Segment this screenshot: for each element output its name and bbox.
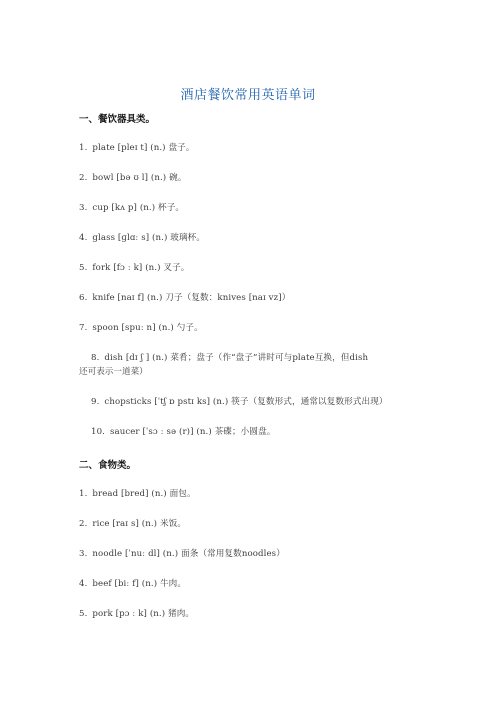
item-text: glass [ɡlɑː s] (n.) 玻璃杯。 <box>92 233 206 243</box>
item-number: 2. <box>79 173 88 183</box>
item-continuation: 还可表示一道菜） <box>79 367 148 377</box>
item-text: dish [dɪ ʃ ] (n.) 菜肴；盘子（作“盘子”讲时可与plate互换，但dish <box>104 353 369 363</box>
list-item <box>79 487 196 499</box>
item-text: rice [raɪ s] (n.) 米饭。 <box>92 519 187 529</box>
section-heading-food: 二、食物类。 <box>79 460 137 471</box>
item-text: fork [fɔ ː k] (n.) 叉子。 <box>92 263 190 273</box>
item-text: chopsticks [ˈtʃ ɒ pstɪ ks] (n.) 筷子（复数形式，通常以复数形式出现） <box>104 397 388 407</box>
list-item <box>79 231 205 243</box>
list-item <box>79 321 203 333</box>
list-item <box>79 577 186 589</box>
item-text: spoon [spuː n] (n.) 勺子。 <box>92 323 203 333</box>
list-item <box>79 201 184 213</box>
item-number: 5. <box>79 263 88 273</box>
item-number: 4. <box>79 579 88 589</box>
item-number: 3. <box>79 549 88 559</box>
item-text: bowl [bə ʊ l] (n.) 碗。 <box>92 173 187 183</box>
document-title: 酒店餐饮常用英语单词 <box>180 88 316 103</box>
item-number: 9. <box>91 397 100 407</box>
list-item <box>79 141 195 153</box>
list-item <box>79 517 186 529</box>
item-text: cup [kʌ p] (n.) 杯子。 <box>92 203 185 213</box>
section-heading-tableware: 一、餐饮器具类。 <box>79 114 156 125</box>
list-item <box>91 351 368 363</box>
item-text: saucer [ˈsɔ ː sə (r)] (n.) 茶碟；小圆盘。 <box>109 427 276 437</box>
item-number: 8. <box>91 353 100 363</box>
item-number: 4. <box>79 233 88 243</box>
list-item <box>79 607 194 619</box>
item-number: 10. <box>91 427 105 437</box>
list-item <box>91 395 388 407</box>
list-item <box>79 261 190 273</box>
list-item <box>91 425 275 437</box>
item-text: knife [naɪ f] (n.) 刀子（复数：knives [naɪ vz]） <box>92 293 291 303</box>
item-number: 1. <box>79 489 88 499</box>
item-number: 1. <box>79 143 88 153</box>
item-text: bread [bred] (n.) 面包。 <box>92 489 196 499</box>
item-text: beef [biː f] (n.) 牛肉。 <box>92 579 187 589</box>
item-number: 3. <box>79 203 88 213</box>
item-number: 2. <box>79 519 88 529</box>
item-text: noodle [ˈnuː dl] (n.) 面条（常用复数noodles） <box>92 549 285 559</box>
item-number: 7. <box>79 323 88 333</box>
list-item <box>79 291 290 303</box>
list-item <box>79 171 186 183</box>
list-item <box>79 547 285 559</box>
item-number: 6. <box>79 293 88 303</box>
item-text: pork [pɔ ː k] (n.) 猪肉。 <box>92 609 195 619</box>
item-number: 5. <box>79 609 88 619</box>
item-text: plate [pleɪ t] (n.) 盘子。 <box>92 143 195 153</box>
